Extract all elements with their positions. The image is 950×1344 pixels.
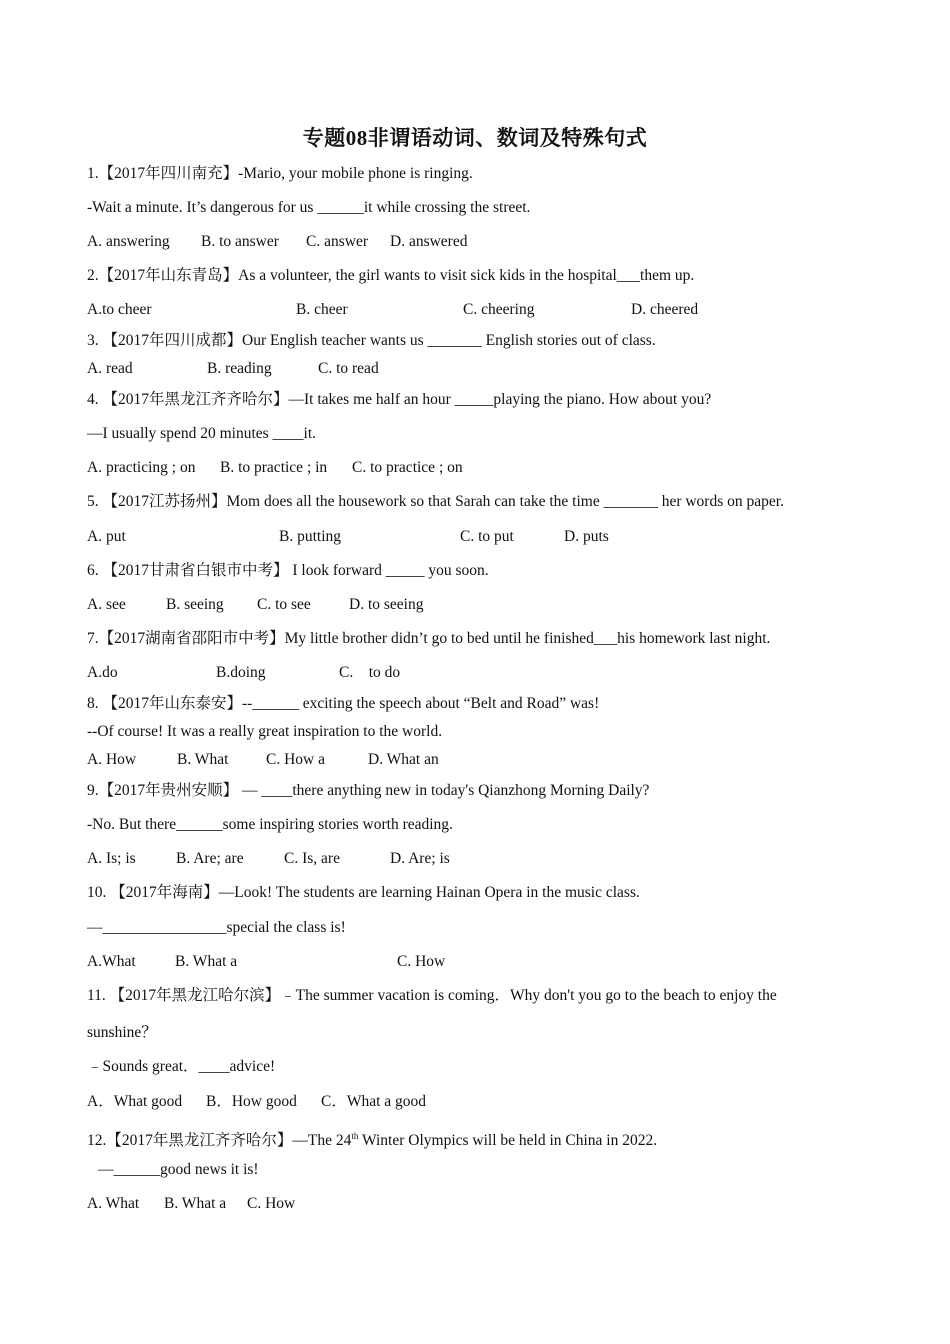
question-9-option-a: A. Is; is xyxy=(87,850,136,867)
question-10-option-a: A.What xyxy=(87,953,136,970)
question-12-ordinal-suffix: th xyxy=(351,1131,359,1141)
question-4-option-a: A. practicing ; on xyxy=(87,459,196,476)
question-1-option-a: A. answering xyxy=(87,233,170,250)
question-4-line-2: —I usually spend 20 minutes ____it. xyxy=(87,425,317,442)
question-12-line-1-start: 12.【2017年黑龙江齐齐哈尔】—The 24 xyxy=(87,1132,352,1150)
question-10-option-b: B. What a xyxy=(175,953,238,970)
question-2-line-1: 2.【2017年山东青岛】As a volunteer, the girl wants to visit sick kids in the hospital___them up. xyxy=(87,267,695,284)
question-7-line-1: 7.【2017湖南省邵阳市中考】My little brother didn’t go to bed until he finished___his homework last night. xyxy=(87,630,771,647)
question-8-option-d: D. What an xyxy=(368,751,439,768)
question-12-option-a: A. What xyxy=(87,1195,140,1212)
question-5-option-a: A. put xyxy=(87,528,126,545)
question-2-option-b: B. cheer xyxy=(296,301,348,318)
question-5-option-b: B. putting xyxy=(279,528,342,545)
question-11-option-c: C．What a good xyxy=(321,1093,427,1110)
question-10-line-1: 10. 【2017年海南】—Look! The students are learning Hainan Opera in the music class. xyxy=(87,884,640,901)
question-9-line-2: -No. But there______some inspiring stories worth reading. xyxy=(87,816,453,833)
question-6-option-c: C. to see xyxy=(257,596,311,613)
question-7-option-c: C. to do xyxy=(339,664,401,681)
question-7-option-b: B.doing xyxy=(216,664,266,681)
question-5-line-1: 5. 【2017江苏扬州】Mom does all the housework so that Sarah can take the time _______ her words on paper. xyxy=(87,493,784,510)
question-12-option-b: B. What a xyxy=(164,1195,227,1212)
question-9-option-d: D. Are; is xyxy=(390,850,450,867)
page-title: 专题08非谓语动词、数词及特殊句式 xyxy=(302,126,648,150)
question-11-option-b: B．How good xyxy=(206,1093,297,1110)
question-5-option-c: C. to put xyxy=(460,528,514,545)
question-8-line-1: 8. 【2017年山东泰安】--______ exciting the speech about “Belt and Road” was! xyxy=(87,695,600,712)
question-12-line-1 xyxy=(87,1126,657,1151)
question-1-option-c: C. answer xyxy=(306,233,368,250)
question-6-option-b: B. seeing xyxy=(166,596,224,613)
question-8-line-2: --Of course! It was a really great inspiration to the world. xyxy=(87,723,443,740)
question-2-option-d: D. cheered xyxy=(631,301,699,318)
question-8-option-a: A. How xyxy=(87,751,137,768)
question-3-line-1: 3. 【2017年四川成都】Our English teacher wants us _______ English stories out of class. xyxy=(87,332,656,349)
question-4-option-b: B. to practice ; in xyxy=(220,459,328,476)
question-1-line-1: 1.【2017年四川南充】-Mario, your mobile phone is ringing. xyxy=(87,165,473,182)
question-12-line-1-end: Winter Olympics will be held in China in 2022. xyxy=(358,1132,658,1150)
question-10-option-c: C. How xyxy=(397,953,446,970)
question-2-option-a: A.to cheer xyxy=(87,301,152,318)
question-8-option-b: B. What xyxy=(177,751,229,768)
question-1-option-b: B. to answer xyxy=(201,233,279,250)
question-9-option-b: B. Are; are xyxy=(176,850,244,867)
question-2-option-c: C. cheering xyxy=(463,301,535,318)
question-6-line-1: 6. 【2017甘肃省白银市中考】 I look forward _____ you soon. xyxy=(87,562,489,579)
question-3-option-b: B. reading xyxy=(207,360,272,377)
question-6-option-d: D. to seeing xyxy=(349,596,424,613)
question-4-option-c: C. to practice ; on xyxy=(352,459,463,476)
question-11-line-1: 11. 【2017年黑龙江哈尔滨】﹣The summer vacation is coming．Why don't you go to the beach to enjoy the xyxy=(87,987,777,1004)
question-11-line-3: ﹣Sounds great．____advice! xyxy=(87,1058,276,1075)
question-10-line-2: —________________special the class is! xyxy=(87,919,346,936)
question-12-line-2: —______good news it is! xyxy=(98,1161,259,1178)
question-5-option-d: D. puts xyxy=(564,528,609,545)
question-6-option-a: A. see xyxy=(87,596,126,613)
question-9-line-1: 9.【2017年贵州安顺】 — ____there anything new in today's Qianzhong Morning Daily? xyxy=(87,782,650,799)
question-7-option-a: A.do xyxy=(87,664,118,681)
question-3-option-a: A. read xyxy=(87,360,133,377)
question-4-line-1: 4. 【2017年黑龙江齐齐哈尔】—It takes me half an hour _____playing the piano. How about you? xyxy=(87,391,712,408)
question-11-option-a: A．What good xyxy=(87,1093,183,1110)
question-1-option-d: D. answered xyxy=(390,233,468,250)
question-8-option-c: C. How a xyxy=(266,751,325,768)
question-1-line-2: -Wait a minute. It’s dangerous for us ______it while crossing the street. xyxy=(87,199,531,216)
question-3-option-c: C. to read xyxy=(318,360,379,377)
question-12-option-c: C. How xyxy=(247,1195,296,1212)
question-11-line-2: sunshine？ xyxy=(87,1024,157,1041)
question-9-option-c: C. Is, are xyxy=(284,850,340,867)
